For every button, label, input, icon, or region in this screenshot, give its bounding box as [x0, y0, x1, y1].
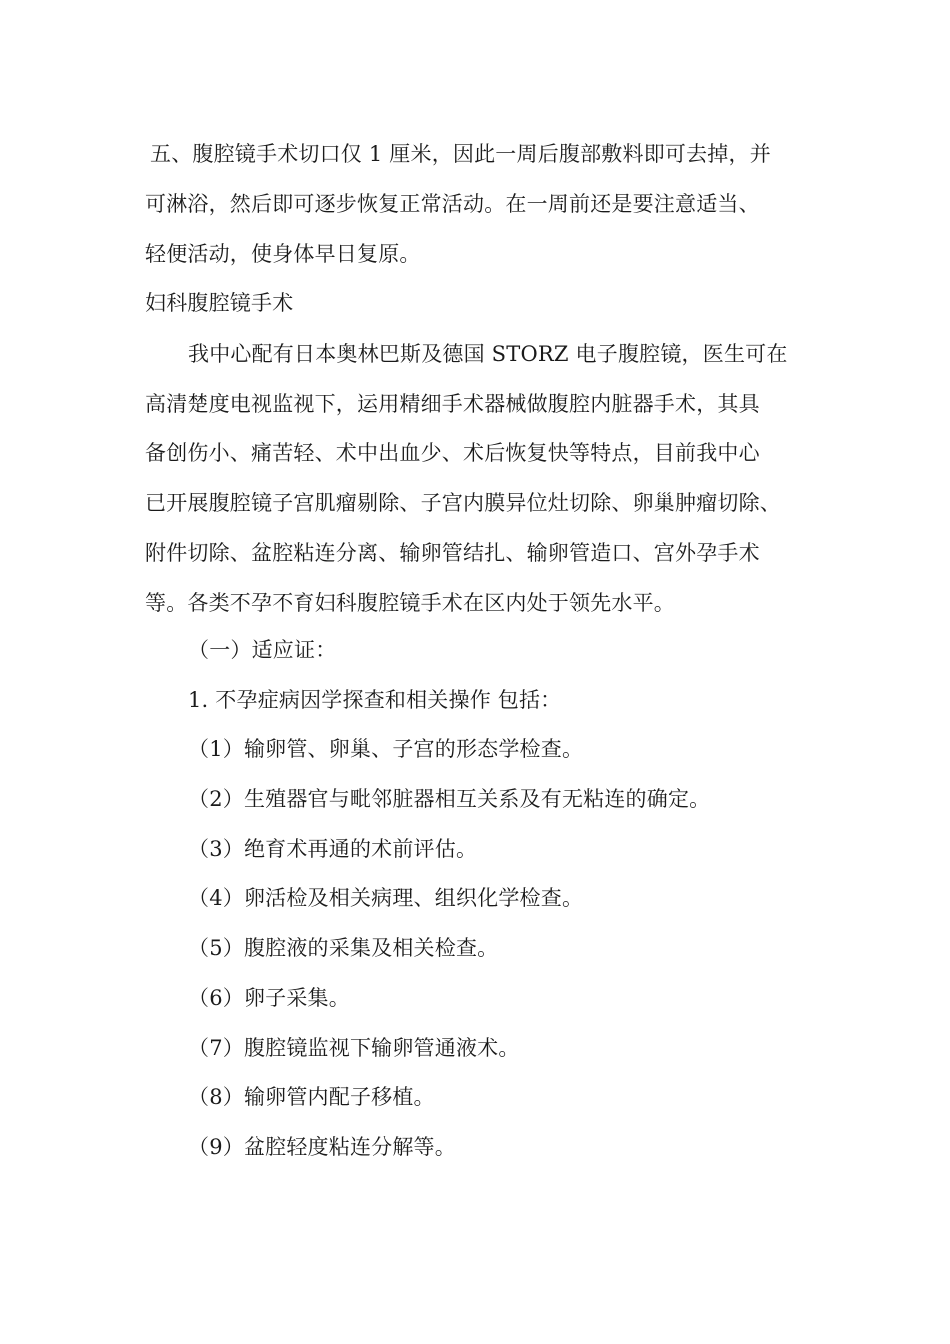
- sub-item-5: （5）腹腔液的采集及相关检查。: [188, 936, 499, 960]
- sub-item-4: （4）卵活检及相关病理、组织化学检查。: [188, 886, 584, 910]
- para1-line-2: 可淋浴，然后即可逐步恢复正常活动。在一周前还是要注意适当、: [145, 192, 760, 216]
- para2-line-6: 等。各类不孕不育妇科腹腔镜手术在区内处于领先水平。: [145, 591, 675, 615]
- sub-item-1: （1）输卵管、卵巢、子宫的形态学检查。: [188, 737, 584, 761]
- sub-item-3: （3）绝育术再通的术前评估。: [188, 837, 478, 861]
- sub-item-7: （7）腹腔镜监视下输卵管通液术。: [188, 1036, 520, 1060]
- sub-item-8: （8）输卵管内配子移植。: [188, 1085, 435, 1109]
- para2-line-5: 附件切除、盆腔粘连分离、输卵管结扎、输卵管造口、宫外孕手术: [145, 541, 760, 565]
- section-heading: 妇科腹腔镜手术: [145, 291, 294, 315]
- para2-line-4: 已开展腹腔镜子宫肌瘤剔除、子宫内膜异位灶切除、卵巢肿瘤切除、: [145, 491, 781, 515]
- item1-title: 1. 不孕症病因学探查和相关操作 包括：: [188, 688, 562, 712]
- para2-line-3: 备创伤小、痛苦轻、术中出血少、术后恢复快等特点，目前我中心: [145, 441, 760, 465]
- sub-item-9: （9）盆腔轻度粘连分解等。: [188, 1135, 456, 1159]
- para2-line-1: 我中心配有日本奥林巴斯及德国 STORZ 电子腹腔镜，医生可在: [188, 342, 788, 366]
- indications-title: （一）适应证：: [188, 638, 337, 662]
- para2-line-2: 高清楚度电视监视下，运用精细手术器械做腹腔内脏器手术，其具: [145, 392, 760, 416]
- para1-line-3: 轻便活动，使身体早日复原。: [145, 242, 421, 266]
- para1-line-1: 五、腹腔镜手术切口仅 1 厘米，因此一周后腹部敷料即可去掉，并: [150, 142, 771, 166]
- sub-item-6: （6）卵子采集。: [188, 986, 350, 1010]
- sub-item-2: （2）生殖器官与毗邻脏器相互关系及有无粘连的确定。: [188, 787, 711, 811]
